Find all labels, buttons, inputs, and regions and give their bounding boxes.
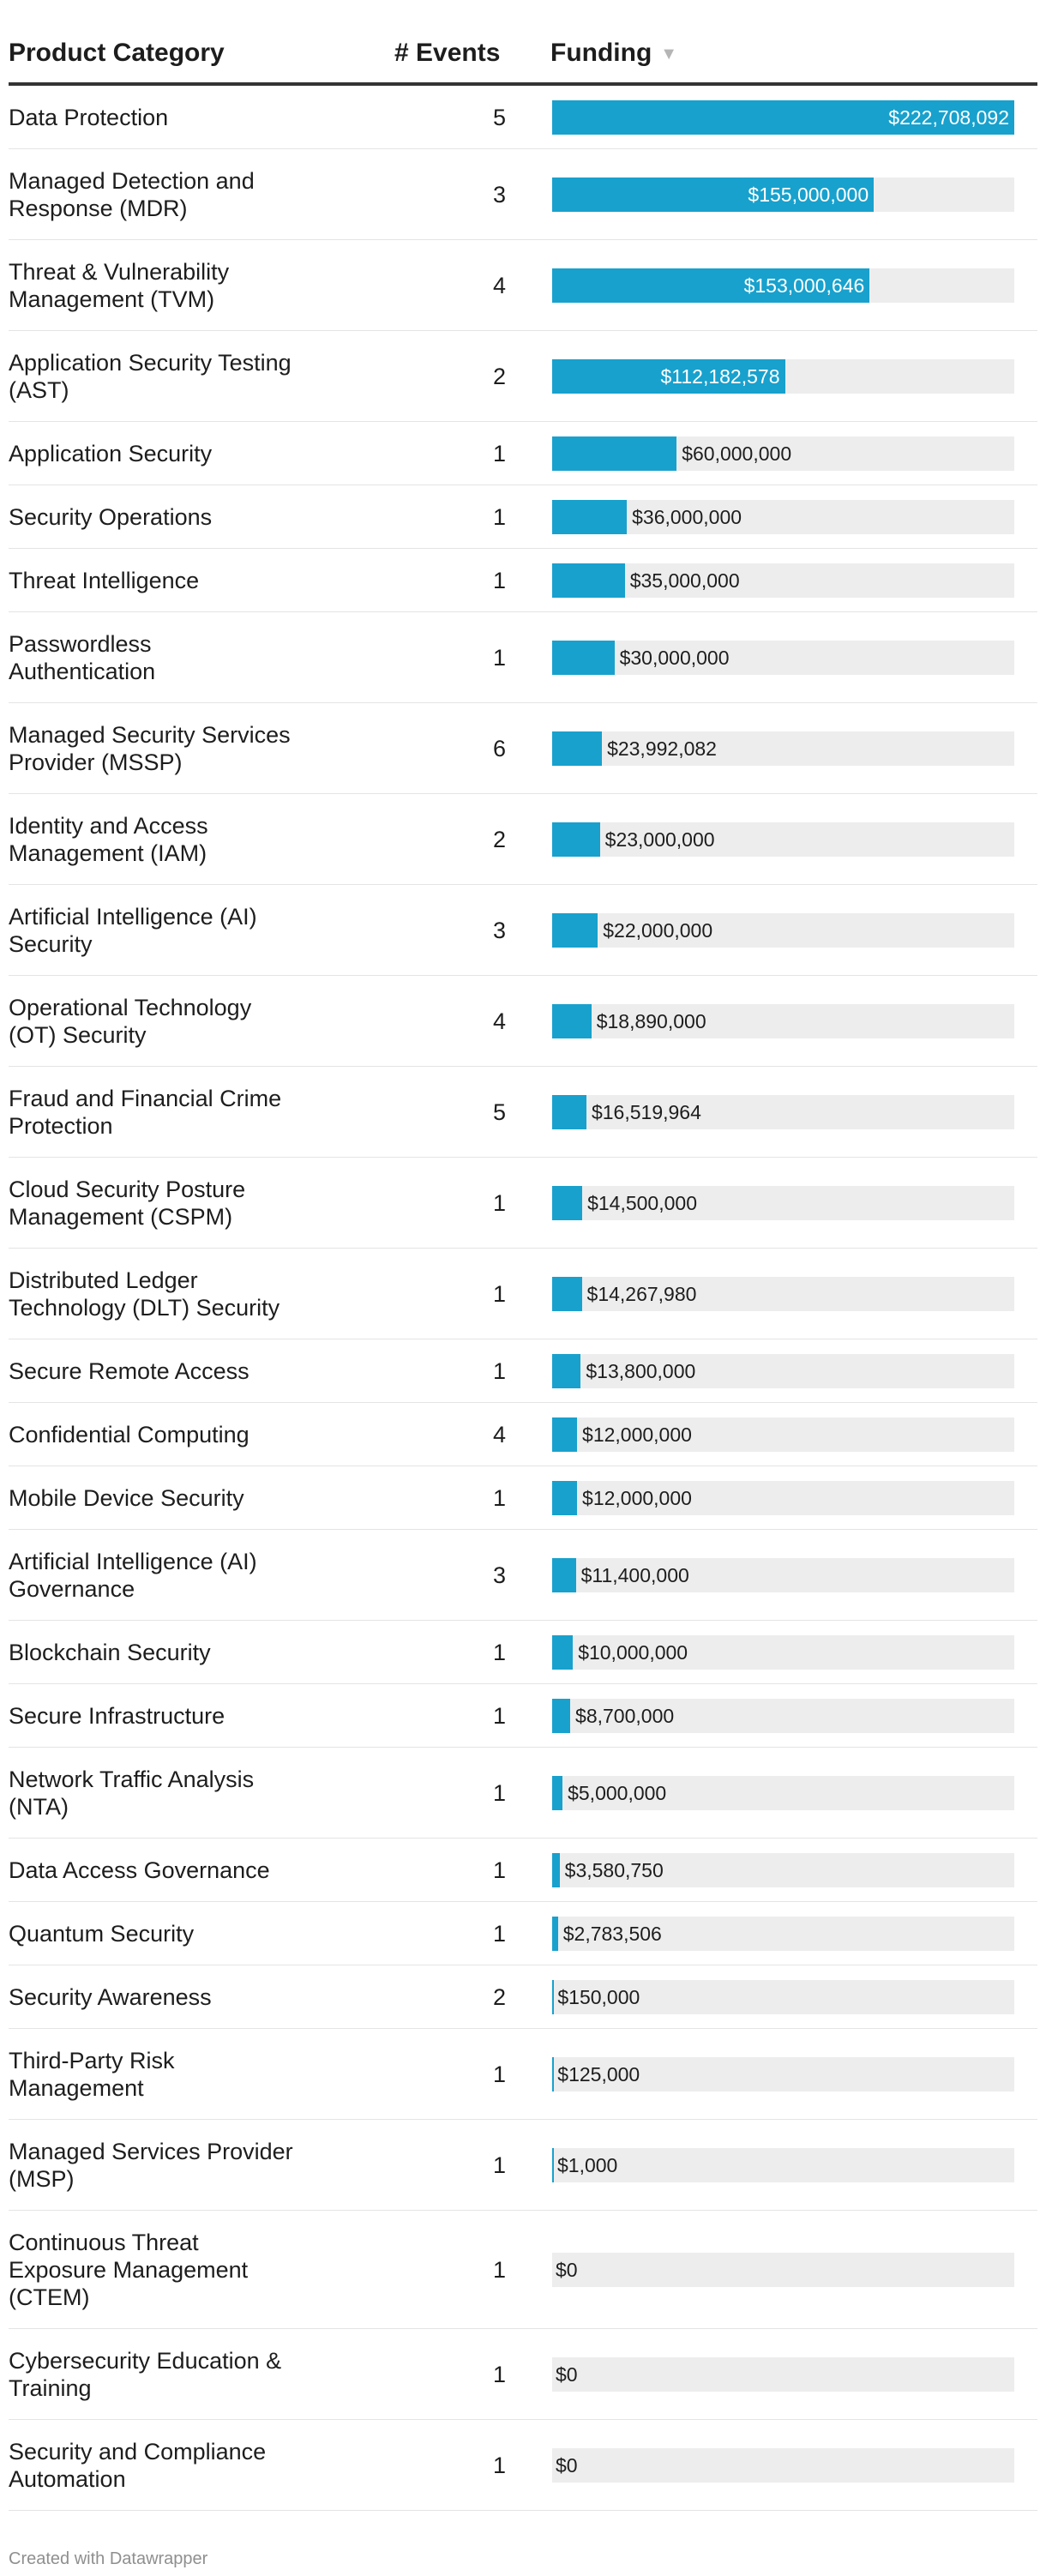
funding-bar-track <box>552 2357 1014 2392</box>
category-cell: Threat & Vulnerability Management (TVM) <box>9 258 230 312</box>
funding-bar-track <box>552 563 1014 598</box>
events-cell: 1 <box>492 1280 506 1307</box>
funding-bar <box>552 1481 577 1515</box>
funding-bar <box>552 1980 554 2014</box>
funding-bar <box>552 822 600 857</box>
category-cell: Blockchain Security <box>9 1639 211 1665</box>
funding-bar <box>552 500 627 534</box>
table-row <box>9 86 1037 149</box>
funding-label: $0 <box>556 2362 578 2386</box>
funding-bar-track <box>552 1776 1014 1810</box>
events-cell: 1 <box>492 567 506 593</box>
category-cell: Managed Detection and Response (MDR) <box>9 167 255 221</box>
funding-bar-track <box>552 268 1014 303</box>
table-row <box>9 2329 1037 2420</box>
category-cell: Continuous Threat Exposure Management (CTEM) <box>9 2229 249 2310</box>
funding-bar-track <box>552 2057 1014 2091</box>
column-header-category[interactable] <box>9 38 225 69</box>
table-row <box>9 1902 1037 1965</box>
footer-credit: Created with Datawrapper <box>9 2549 208 2568</box>
funding-label: $23,000,000 <box>604 828 715 851</box>
funding-bar-track <box>552 731 1014 766</box>
category-cell: Security Awareness <box>9 1983 212 2010</box>
funding-label: $23,992,082 <box>607 737 717 760</box>
funding-bar-track <box>552 1481 1014 1515</box>
category-cell: Mobile Device Security <box>9 1484 244 1511</box>
funding-label: $11,400,000 <box>580 1563 689 1586</box>
funding-label: $22,000,000 <box>603 918 713 942</box>
category-cell: Fraud and Financial Crime Protection <box>9 1085 282 1139</box>
events-cell: 2 <box>492 1983 506 2010</box>
funding-label: $8,700,000 <box>575 1704 675 1727</box>
sort-descending-icon[interactable]: ▼ <box>660 45 678 63</box>
funding-bar <box>552 1004 592 1038</box>
funding-bar <box>552 1186 582 1220</box>
funding-label: $150,000 <box>557 1985 640 2008</box>
funding-label: $35,000,000 <box>629 569 740 592</box>
events-cell: 3 <box>492 181 506 208</box>
funding-label: $222,708,092 <box>888 105 1009 129</box>
category-cell: Managed Security Services Provider (MSSP) <box>9 721 291 775</box>
table-row <box>9 549 1037 612</box>
funding-bar-track <box>552 2448 1014 2483</box>
table-row <box>9 2211 1037 2329</box>
table-row <box>9 1684 1037 1748</box>
funding-bar-track <box>552 822 1014 857</box>
category-cell: Security Operations <box>9 503 213 530</box>
events-cell: 1 <box>492 1779 506 1806</box>
funding-label: $16,519,964 <box>591 1100 701 1123</box>
category-cell: Passwordless Authentication <box>9 630 156 684</box>
funding-bar-track <box>552 1004 1014 1038</box>
funding-label: $112,182,578 <box>660 364 780 388</box>
category-cell: Secure Infrastructure <box>9 1702 225 1729</box>
table-row <box>9 331 1037 422</box>
funding-bar-track <box>552 1853 1014 1887</box>
events-cell: 1 <box>492 1857 506 1883</box>
funding-bar <box>552 1776 562 1810</box>
events-cell: 4 <box>492 1421 506 1447</box>
funding-bar-track <box>552 1277 1014 1311</box>
funding-label: $155,000,000 <box>748 183 869 206</box>
events-cell: 2 <box>492 826 506 852</box>
table-row <box>9 149 1037 240</box>
funding-bar-track <box>552 500 1014 534</box>
table-row <box>9 1466 1037 1530</box>
events-cell: 4 <box>492 272 506 298</box>
column-header-funding-label: Funding <box>550 39 652 67</box>
funding-label: $60,000,000 <box>682 442 792 465</box>
table-row <box>9 1965 1037 2029</box>
funding-bar-track <box>552 1635 1014 1670</box>
funding-bar <box>552 641 615 675</box>
table-row <box>9 1339 1037 1403</box>
category-cell: Identity and Access Management (IAM) <box>9 812 208 866</box>
funding-label: $0 <box>556 2453 578 2477</box>
funding-bar <box>552 1558 576 1592</box>
funding-bar-track <box>552 2253 1014 2287</box>
category-cell: Network Traffic Analysis (NTA) <box>9 1766 255 1820</box>
table-row <box>9 240 1037 331</box>
table-row <box>9 885 1037 976</box>
events-cell: 2 <box>492 363 506 389</box>
funding-label: $10,000,000 <box>578 1640 688 1664</box>
category-cell: Cybersecurity Education & Training <box>9 2347 282 2401</box>
category-cell: Distributed Ledger Technology (DLT) Security <box>9 1267 280 1321</box>
events-cell: 4 <box>492 1008 506 1034</box>
table-row <box>9 976 1037 1067</box>
events-cell: 1 <box>492 2256 506 2283</box>
events-cell: 1 <box>492 2452 506 2478</box>
funding-label: $3,580,750 <box>564 1858 664 1881</box>
funding-bar-track <box>552 1417 1014 1452</box>
funding-bar-track <box>552 1095 1014 1129</box>
funding-label: $14,500,000 <box>587 1191 697 1214</box>
funding-bar <box>552 1095 586 1129</box>
funding-label: $153,000,646 <box>743 274 865 297</box>
category-cell: Cloud Security Posture Management (CSPM) <box>9 1176 246 1230</box>
funding-bar-track <box>552 359 1014 394</box>
table-header <box>9 0 1037 86</box>
funding-table <box>9 0 1037 2511</box>
table-row <box>9 1839 1037 1902</box>
table-row <box>9 1067 1037 1158</box>
table-row <box>9 1621 1037 1684</box>
funding-label: $5,000,000 <box>568 1781 667 1804</box>
funding-label: $125,000 <box>557 2062 640 2085</box>
funding-label: $12,000,000 <box>582 1423 692 1446</box>
events-cell: 1 <box>492 1639 506 1665</box>
events-cell: 1 <box>492 2361 506 2387</box>
funding-bar-track <box>552 1917 1014 1951</box>
funding-label: $14,267,980 <box>586 1282 697 1305</box>
funding-bar-track <box>552 1558 1014 1592</box>
table-row <box>9 485 1037 549</box>
events-cell: 1 <box>492 1920 506 1947</box>
funding-label: $30,000,000 <box>619 646 730 669</box>
events-cell: 1 <box>492 1702 506 1729</box>
category-cell: Application Security Testing (AST) <box>9 349 292 403</box>
category-cell: Security and Compliance Automation <box>9 2438 267 2492</box>
funding-label: $1,000 <box>557 2153 618 2176</box>
funding-bar-track <box>552 436 1014 471</box>
funding-label: $13,800,000 <box>586 1359 696 1382</box>
table-row <box>9 2120 1037 2211</box>
events-cell: 3 <box>492 917 506 943</box>
table-body <box>9 86 1037 2511</box>
table-row <box>9 1158 1037 1249</box>
table-row <box>9 612 1037 703</box>
table-row <box>9 1403 1037 1466</box>
funding-label: $12,000,000 <box>582 1486 692 1509</box>
events-cell: 1 <box>492 1484 506 1511</box>
category-cell: Application Security <box>9 440 213 466</box>
table-row <box>9 1748 1037 1839</box>
category-cell: Artificial Intelligence (AI) Security <box>9 903 257 957</box>
funding-bar <box>552 1699 570 1733</box>
category-cell: Managed Services Provider (MSP) <box>9 2138 293 2192</box>
column-header-events[interactable] <box>394 38 500 69</box>
category-cell: Secure Remote Access <box>9 1357 249 1384</box>
events-cell: 1 <box>492 2061 506 2087</box>
events-cell: 1 <box>492 2152 506 2178</box>
table-row <box>9 794 1037 885</box>
funding-label: $0 <box>556 2258 578 2281</box>
funding-bar <box>552 1917 558 1951</box>
table-row <box>9 703 1037 794</box>
funding-bar <box>552 1417 577 1452</box>
events-cell: 1 <box>492 503 506 530</box>
table-row <box>9 1530 1037 1621</box>
category-cell: Operational Technology (OT) Security <box>9 994 252 1048</box>
funding-bar-track <box>552 178 1014 212</box>
funding-bar <box>552 436 676 471</box>
table-row <box>9 2029 1037 2120</box>
funding-bar <box>552 563 625 598</box>
funding-bar-track <box>552 1699 1014 1733</box>
category-cell: Threat Intelligence <box>9 567 200 593</box>
category-cell: Data Protection <box>9 104 169 130</box>
category-cell: Third-Party Risk Management <box>9 2047 175 2101</box>
funding-bar <box>552 913 598 948</box>
events-cell: 1 <box>492 440 506 466</box>
column-header-funding[interactable] <box>550 38 677 69</box>
column-header-events-label: # Events <box>394 39 501 67</box>
events-cell: 1 <box>492 644 506 671</box>
events-cell: 1 <box>492 1189 506 1216</box>
funding-bar <box>552 1853 560 1887</box>
funding-bar-track <box>552 100 1014 135</box>
funding-bar <box>552 1354 580 1388</box>
funding-bar <box>552 2057 554 2091</box>
events-cell: 6 <box>492 735 506 761</box>
events-cell: 5 <box>492 104 506 130</box>
category-cell: Data Access Governance <box>9 1857 270 1883</box>
table-row <box>9 2420 1037 2511</box>
table-row <box>9 422 1037 485</box>
events-cell: 1 <box>492 1357 506 1384</box>
table-row <box>9 1249 1037 1339</box>
events-cell: 3 <box>492 1562 506 1588</box>
funding-bar-track <box>552 641 1014 675</box>
category-cell: Confidential Computing <box>9 1421 249 1447</box>
funding-bar <box>552 1277 582 1311</box>
funding-bar-track <box>552 913 1014 948</box>
funding-bar-track <box>552 2148 1014 2182</box>
funding-bar-track <box>552 1186 1014 1220</box>
category-cell: Artificial Intelligence (AI) Governance <box>9 1548 257 1602</box>
funding-bar <box>552 1635 573 1670</box>
events-cell: 5 <box>492 1098 506 1125</box>
funding-bar <box>552 731 602 766</box>
funding-bar <box>552 2148 554 2182</box>
funding-label: $36,000,000 <box>632 505 742 528</box>
funding-label: $2,783,506 <box>562 1922 662 1945</box>
category-cell: Quantum Security <box>9 1920 195 1947</box>
funding-label: $18,890,000 <box>596 1009 706 1032</box>
funding-bar-track <box>552 1354 1014 1388</box>
funding-bar-track <box>552 1980 1014 2014</box>
column-header-category-label: Product Category <box>9 39 225 67</box>
